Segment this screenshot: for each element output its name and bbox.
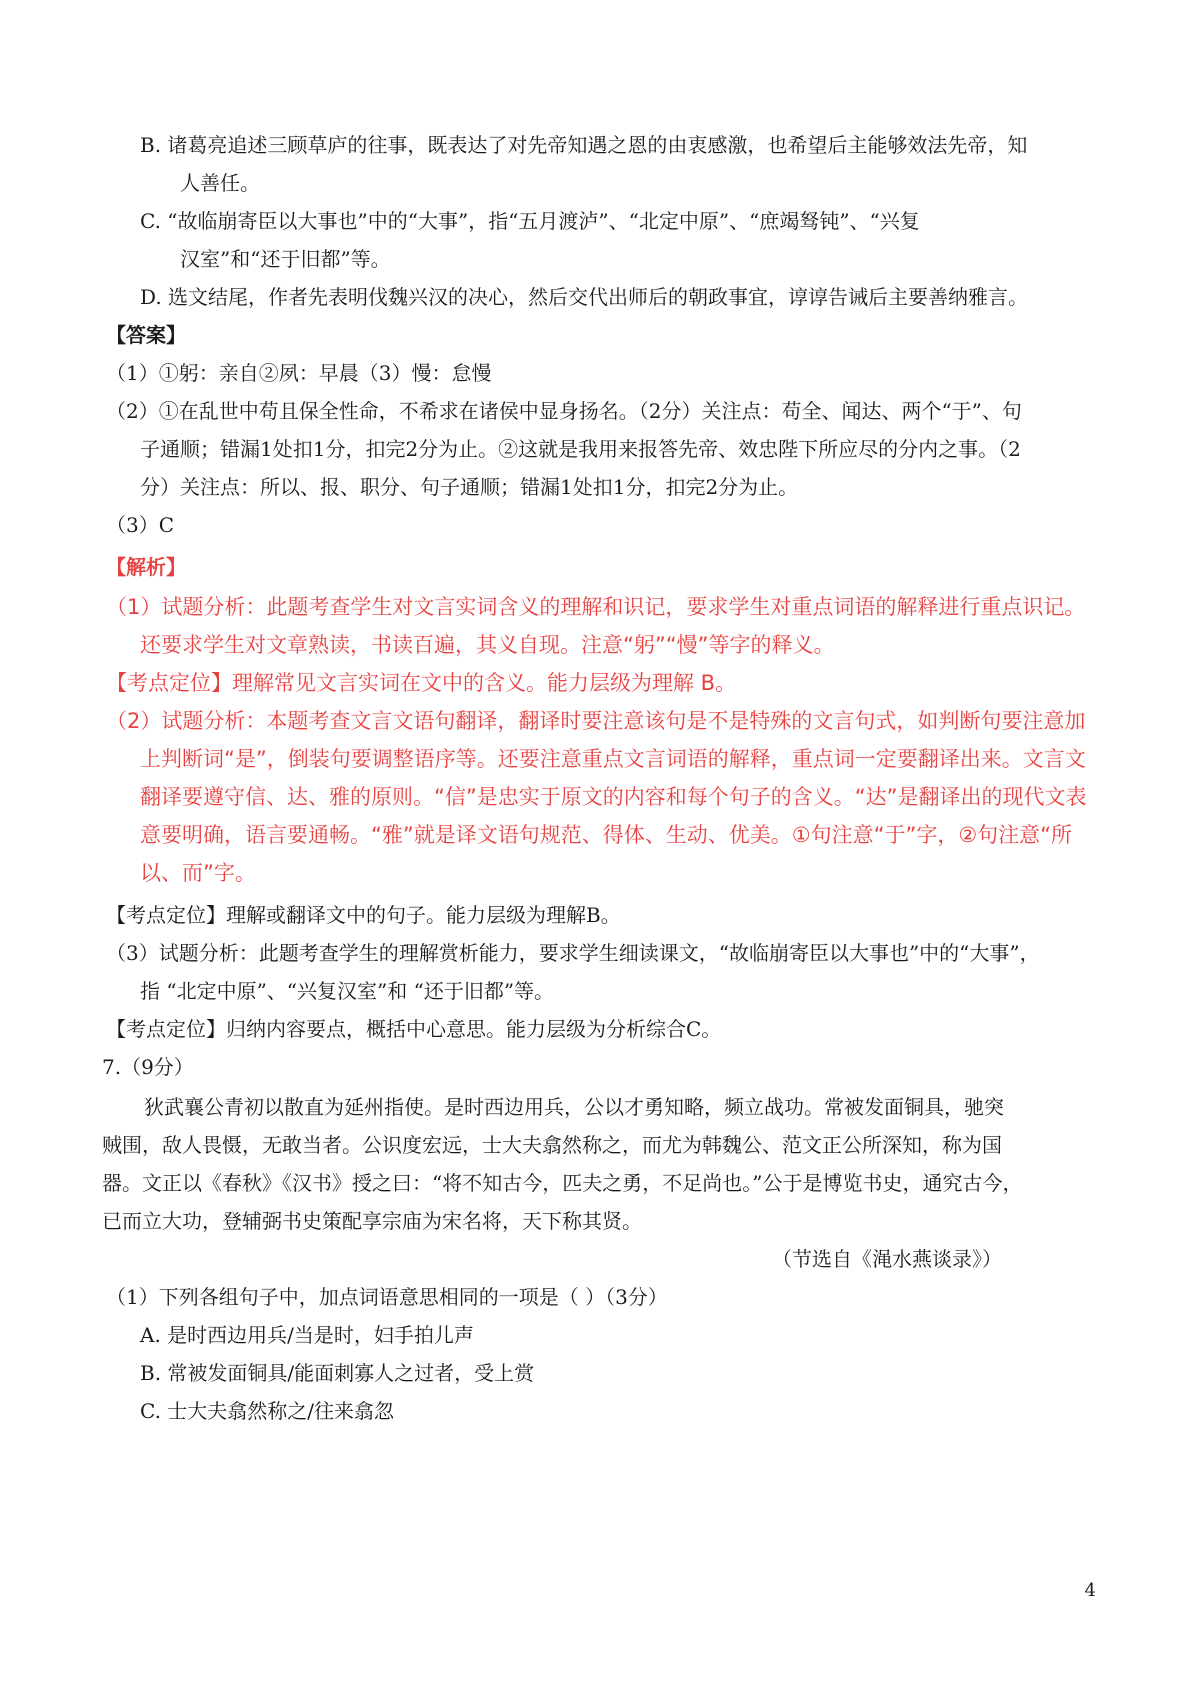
- answer-line-5: （3）C: [106, 513, 175, 537]
- passage-line-4: 已而立大功，登辅弼书史策配享宗庙为宋名将，天下称其贤。: [102, 1209, 642, 1233]
- answer-line-2: （2）①在乱世中苟且保全性命，不希求在诸侯中显身扬名。（2分）关注点：苟全、闻达、两个“于”、句: [106, 399, 1022, 423]
- passage-line-1: 狄武襄公青初以散直为延州指使。是时西边用兵，公以才勇知略，频立战功。常被发面铜具，驰突: [144, 1095, 1004, 1119]
- subquestion-1: （1）下列各组句子中，加点词语意思相同的一项是（ ）（3分）: [106, 1285, 668, 1309]
- passage-source: （节选自《渑水燕谈录》）: [772, 1247, 1002, 1271]
- analysis-1-line-1: （1）试题分析：此题考查学生对文言实词含义的理解和识记，要求学生对重点词语的解释进行重点识记。: [106, 595, 1086, 619]
- option-b-line-2: 人善任。: [180, 171, 260, 195]
- answer-heading: 【答案】: [106, 323, 186, 347]
- choice-c: C. 士大夫翕然称之/往来翕忽: [140, 1399, 395, 1423]
- choice-a: A. 是时西边用兵/当是时，妇手拍儿声: [140, 1323, 474, 1347]
- analysis-2-line-3: 翻译要遵守信、达、雅的原则。“信”是忠实于原文的内容和每个句子的含义。“达”是翻译出的现代文表: [140, 785, 1087, 809]
- choice-b: B. 常被发面铜具/能面刺寡人之过者，受上赏: [140, 1361, 535, 1385]
- answer-line-1: （1）①躬：亲自②夙：早晨（3）慢：怠慢: [106, 361, 492, 385]
- answer-line-3: 子通顺；错漏1处扣1分，扣完2分为止。②这就是我用来报答先帝、效忠陛下所应尽的分内之事。（2: [140, 437, 1021, 461]
- analysis-3-point: 【考点定位】归纳内容要点，概括中心意思。能力层级为分析综合C。: [106, 1017, 722, 1041]
- analysis-2-line-1: （2）试题分析：本题考查文言文语句翻译，翻译时要注意该句是不是特殊的文言句式，如判断句要注意加: [106, 709, 1086, 733]
- passage-line-2: 贼围，敌人畏慑，无敢当者。公识度宏远，士大夫翕然称之，而尤为韩魏公、范文正公所深知，称为国: [102, 1133, 1002, 1157]
- option-c-line-2: 汉室”和“还于旧都”等。: [180, 247, 391, 271]
- page-number: 4: [1084, 1580, 1096, 1601]
- option-d-line-1: D. 选文结尾，作者先表明伐魏兴汉的决心，然后交代出师后的朝政事宜，谆谆告诫后主要善纳雅言。: [140, 285, 1029, 309]
- analysis-2-point: 【考点定位】理解或翻译文中的句子。能力层级为理解B。: [106, 903, 621, 927]
- analysis-3-line-1: （3）试题分析：此题考查学生的理解赏析能力，要求学生细读课文，“故临崩寄臣以大事也”中的“大事”，: [106, 941, 1040, 965]
- passage-line-3: 器。文正以《春秋》《汉书》授之曰：“将不知古今，匹夫之勇，不足尚也。”公于是博览书史，通究古今，: [102, 1171, 1023, 1195]
- option-c-line-1: C. “故临崩寄臣以大事也”中的“大事”，指“五月渡泸”、“北定中原”、“庶竭驽钝”、“兴复: [140, 209, 920, 233]
- analysis-1-point: 【考点定位】理解常见文言实词在文中的含义。能力层级为理解 B。: [106, 671, 737, 695]
- analysis-2-line-4: 意要明确，语言要通畅。“雅”就是译文语句规范、得体、生动、优美。①句注意“于”字，②句注意“所: [140, 823, 1073, 847]
- analysis-2-line-2: 上判断词“是”，倒装句要调整语序等。还要注意重点文言词语的解释，重点词一定要翻译出来。文言文: [140, 747, 1086, 771]
- answer-line-4: 分）关注点：所以、报、职分、句子通顺；错漏1处扣1分，扣完2分为止。: [140, 475, 799, 499]
- analysis-3-line-2: 指 “北定中原”、“兴复汉室”和 “还于旧都”等。: [140, 979, 555, 1003]
- analysis-2-line-5: 以、而”字。: [140, 861, 256, 885]
- question-7-title: 7.（9分）: [102, 1055, 194, 1079]
- analysis-1-line-2: 还要求学生对文章熟读，书读百遍，其义自现。注意“躬”“慢”等字的释义。: [140, 633, 835, 657]
- analysis-heading: 【解析】: [106, 555, 186, 579]
- option-b-line-1: B. 诸葛亮追述三顾草庐的往事，既表达了对先帝知遇之恩的由衷感激，也希望后主能够效法先帝，知: [140, 133, 1028, 157]
